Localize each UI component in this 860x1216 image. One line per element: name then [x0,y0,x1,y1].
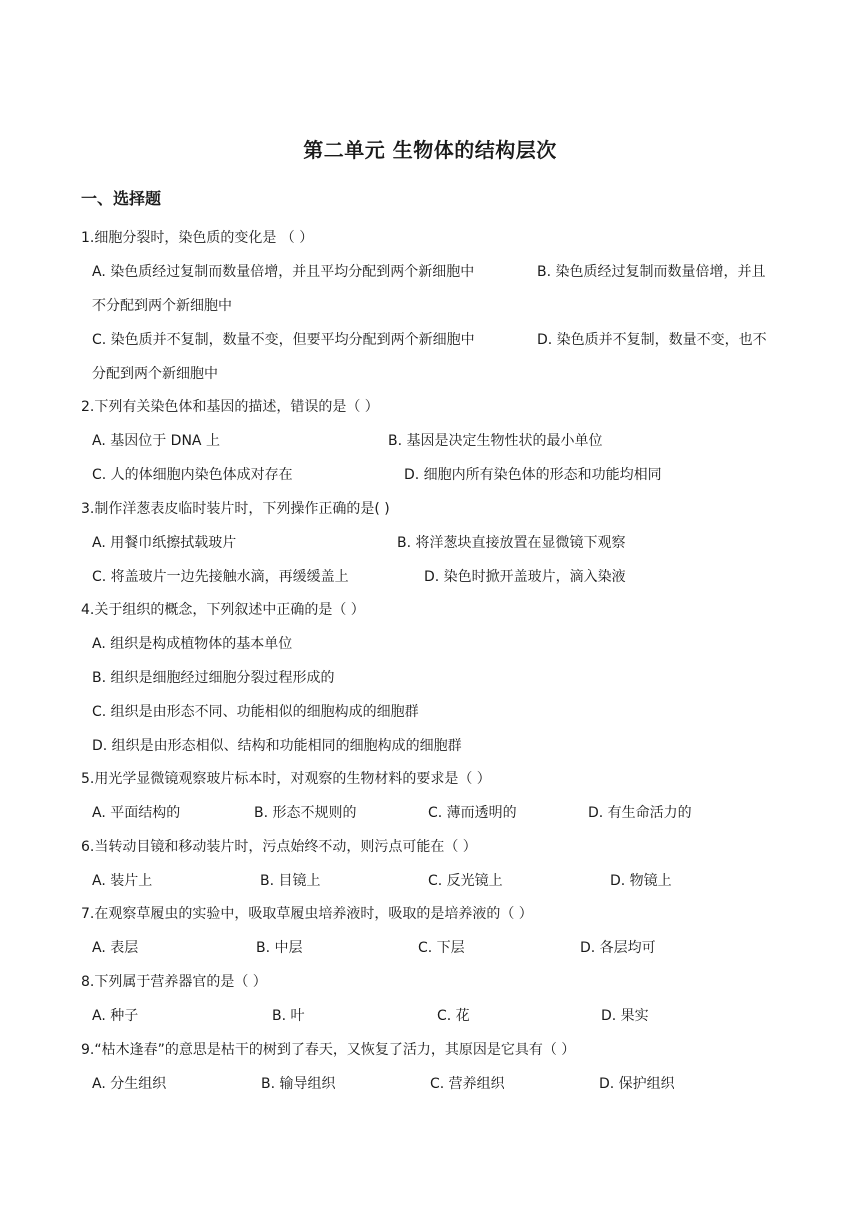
question-8-option-b: B. 叶 [272,1008,305,1024]
question-3-option-c: C. 将盖玻片一边先接触水滴，再缓缓盖上 [92,569,349,585]
question-9-stem: 9.“枯木逢春”的意思是枯干的树到了春天，又恢复了活力，其原因是它具有（ ） [81,1042,576,1058]
question-9-option-d: D. 保护组织 [599,1076,675,1092]
question-3-stem: 3.制作洋葱表皮临时装片时，下列操作正确的是( ) [81,501,390,517]
question-6-option-a: A. 装片上 [92,873,153,889]
question-7-stem: 7.在观察草履虫的实验中，吸取草履虫培养液时，吸取的是培养液的（ ） [81,906,533,922]
question-6-option-d: D. 物镜上 [610,873,672,889]
section-heading: 一、选择题 [81,189,162,208]
question-8-option-d: D. 果实 [601,1008,649,1024]
question-2-option-d: D. 细胞内所有染色体的形态和功能均相同 [404,467,662,483]
question-5-stem: 5.用光学显微镜观察玻片标本时，对观察的生物材料的要求是（ ） [81,771,491,787]
question-1-option-d-continued: 分配到两个新细胞中 [92,366,218,382]
question-1-option-a: A. 染色质经过复制而数量倍增，并且平均分配到两个新细胞中 [92,264,475,280]
question-3-option-d: D. 染色时掀开盖玻片，滴入染液 [424,569,626,585]
question-7-option-b: B. 中层 [256,940,303,956]
question-4-option-d: D. 组织是由形态相似、结构和功能相同的细胞构成的细胞群 [92,738,462,754]
question-1-stem: 1.细胞分裂时，染色质的变化是 （ ） [81,230,314,246]
question-6-option-c: C. 反光镜上 [428,873,503,889]
question-1-option-b: B. 染色质经过复制而数量倍增，并且 [537,264,766,280]
question-3-option-b: B. 将洋葱块直接放置在显微镜下观察 [397,535,626,551]
question-7-option-d: D. 各层均可 [580,940,656,956]
question-4-option-c: C. 组织是由形态不同、功能相似的细胞构成的细胞群 [92,704,419,720]
question-5-option-a: A. 平面结构的 [92,805,181,821]
question-1-option-b-continued: 不分配到两个新细胞中 [92,298,232,314]
question-4-option-a: A. 组织是构成植物体的基本单位 [92,636,293,652]
question-7-option-c: C. 下层 [418,940,465,956]
question-4-option-b: B. 组织是细胞经过细胞分裂过程形成的 [92,670,335,686]
question-8-option-a: A. 种子 [92,1008,139,1024]
question-1-option-c: C. 染色质并不复制，数量不变，但要平均分配到两个新细胞中 [92,332,475,348]
question-8-option-c: C. 花 [437,1008,470,1024]
question-5-option-d: D. 有生命活力的 [588,805,692,821]
question-4-stem: 4.关于组织的概念，下列叙述中正确的是（ ） [81,602,365,618]
question-3-option-a: A. 用餐巾纸擦拭载玻片 [92,535,237,551]
question-2-option-c: C. 人的体细胞内染色体成对存在 [92,467,293,483]
question-1-option-d: D. 染色质并不复制，数量不变，也不 [537,332,767,348]
question-5-option-c: C. 薄而透明的 [428,805,517,821]
question-7-option-a: A. 表层 [92,940,139,956]
page-title: 第二单元 生物体的结构层次 [303,138,557,162]
question-9-option-b: B. 输导组织 [261,1076,336,1092]
question-9-option-c: C. 营养组织 [430,1076,505,1092]
question-8-stem: 8.下列属于营养器官的是（ ） [81,974,267,990]
question-2-option-b: B. 基因是决定生物性状的最小单位 [388,433,603,449]
question-9-option-a: A. 分生组织 [92,1076,167,1092]
question-2-option-a: A. 基因位于 DNA 上 [92,433,220,449]
question-5-option-b: B. 形态不规则的 [254,805,357,821]
question-6-stem: 6.当转动目镜和移动装片时，污点始终不动，则污点可能在（ ） [81,839,477,855]
question-6-option-b: B. 目镜上 [260,873,321,889]
question-2-stem: 2.下列有关染色体和基因的描述，错误的是（ ） [81,399,379,415]
